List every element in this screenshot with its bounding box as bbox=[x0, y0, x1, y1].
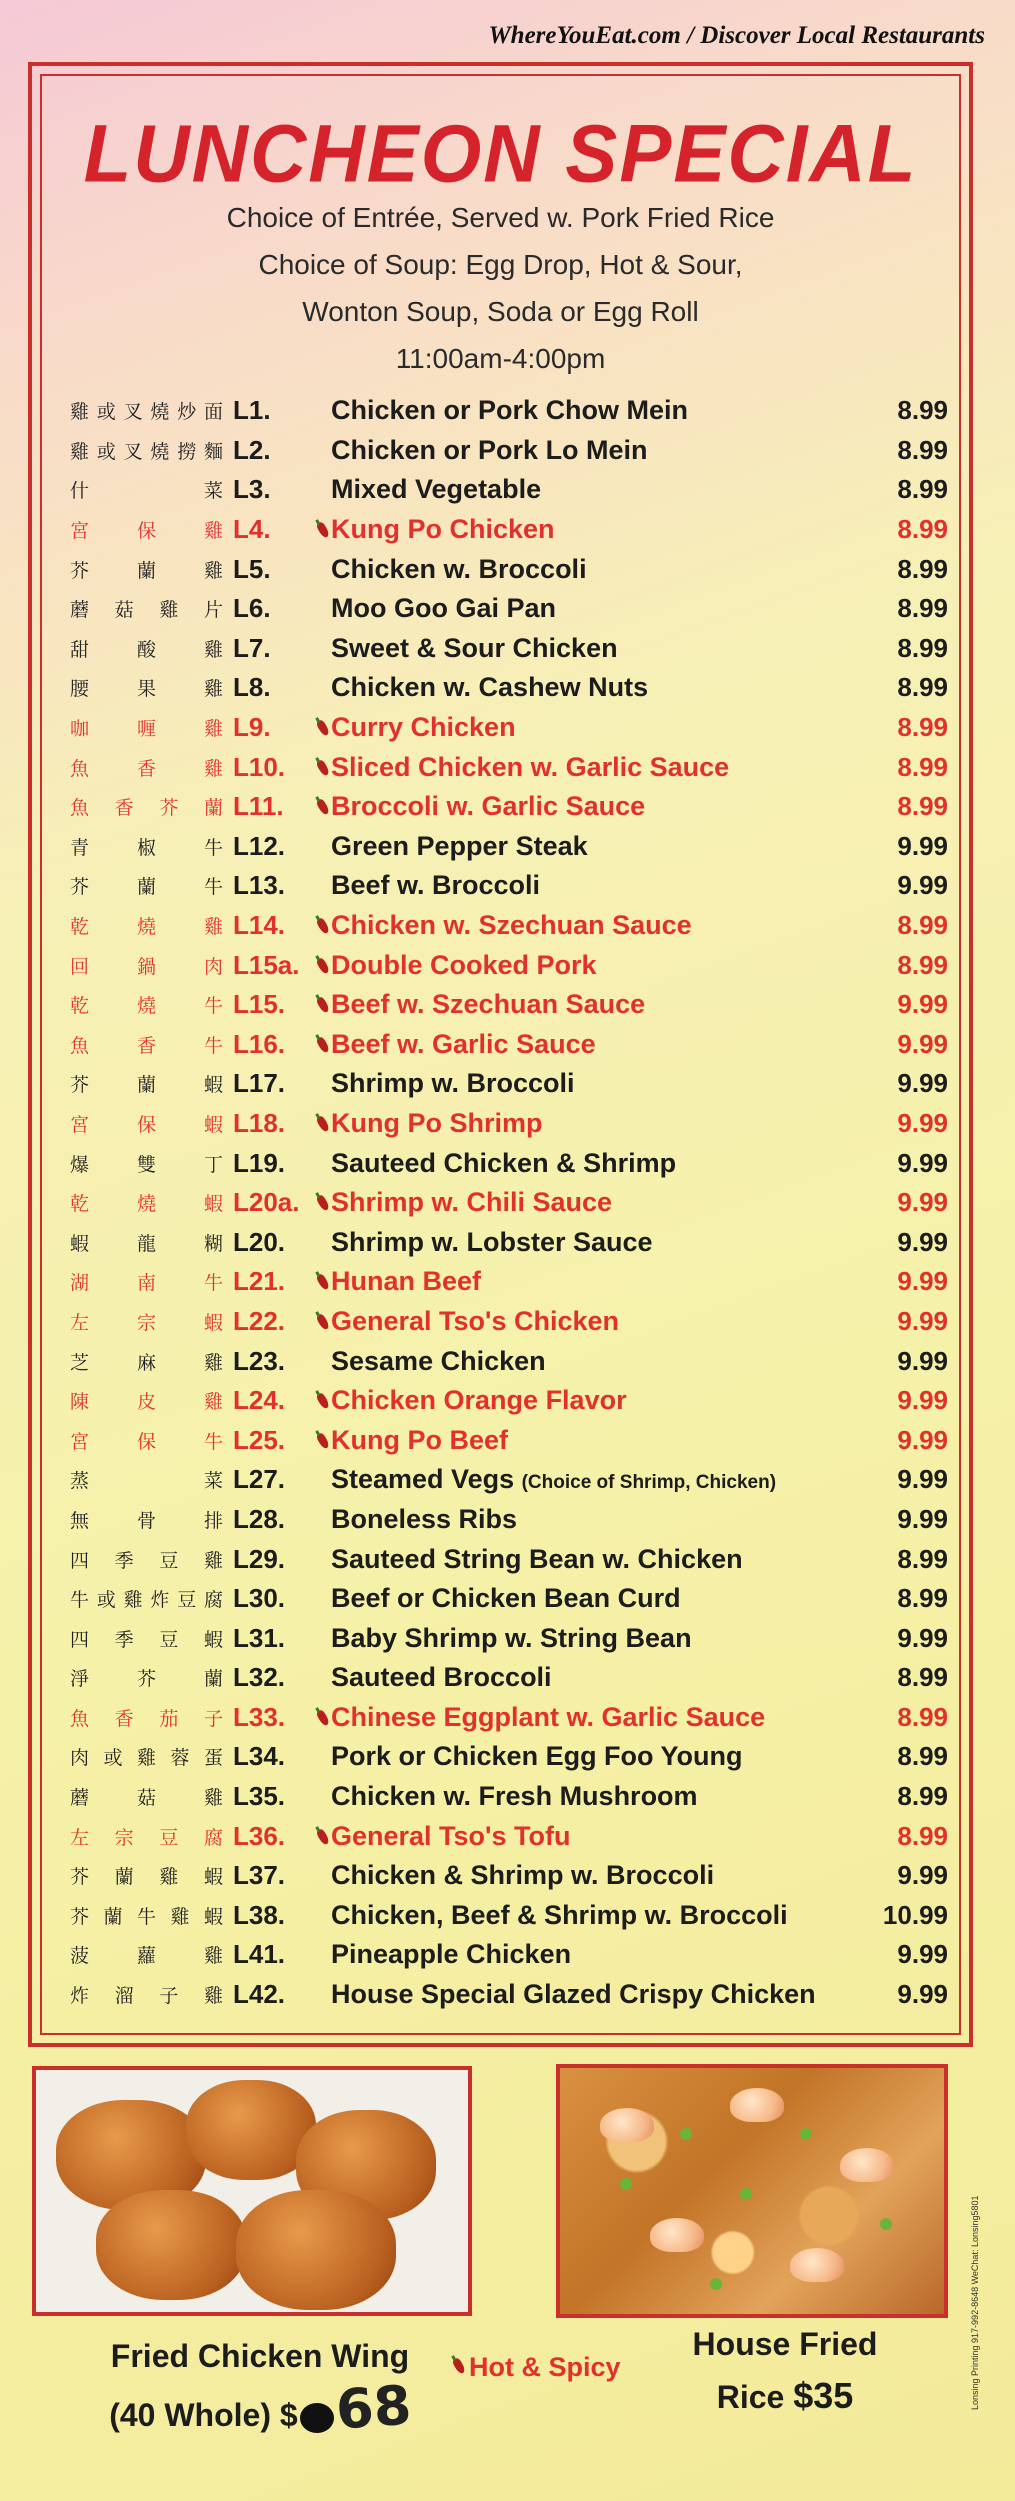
item-price: 9.99 bbox=[897, 1266, 948, 1297]
menu-item bbox=[48, 1816, 958, 1856]
item-price: 8.99 bbox=[897, 1543, 948, 1574]
item-name: Sesame Chicken bbox=[331, 1345, 546, 1376]
chinese-name: 青 椒 牛 bbox=[70, 836, 223, 859]
menu-item bbox=[48, 1896, 958, 1936]
item-price: 9.99 bbox=[897, 1068, 948, 1099]
menu-item bbox=[48, 1143, 958, 1183]
chinese-name: 左 宗 蝦 bbox=[70, 1311, 223, 1334]
fried-chicken-wing-caption: Fried Chicken Wing (40 Whole) $ 68 bbox=[109, 2338, 413, 2442]
item-price: 9.99 bbox=[897, 1305, 948, 1336]
chinese-name: 湖 南 牛 bbox=[70, 1272, 223, 1295]
item-name: Chicken or Pork Chow Mein bbox=[331, 395, 689, 426]
item-name: Beef w. Szechuan Sauce bbox=[331, 989, 646, 1020]
menu-item bbox=[48, 1935, 958, 1975]
item-price: 8.99 bbox=[897, 1781, 948, 1812]
item-price: 8.99 bbox=[897, 712, 948, 743]
item-name: Steamed Vegs (Choice of Shrimp, Chicken) bbox=[331, 1464, 777, 1495]
subtitle-line: Wonton Soup, Soda or Egg Roll bbox=[302, 296, 699, 327]
item-price: 10.99 bbox=[882, 1899, 948, 1930]
menu-subtitle bbox=[32, 194, 969, 382]
item-name: Broccoli w. Garlic Sauce bbox=[331, 791, 646, 822]
item-code: L1. bbox=[233, 395, 271, 426]
chili-pepper-icon bbox=[316, 1194, 331, 1212]
item-name: Sweet & Sour Chicken bbox=[331, 632, 618, 663]
menu-item bbox=[48, 589, 958, 629]
item-name: Green Pepper Steak bbox=[331, 830, 588, 861]
chinese-name: 肉 或 雞 蓉 蛋 bbox=[70, 1747, 223, 1770]
item-name: Boneless Ribs bbox=[331, 1503, 518, 1534]
item-price: 9.99 bbox=[897, 1424, 948, 1455]
chinese-name: 爆 雙 丁 bbox=[70, 1153, 223, 1176]
menu-item bbox=[48, 747, 958, 787]
item-price: 9.99 bbox=[897, 1503, 948, 1534]
chinese-name: 回 鍋 肉 bbox=[70, 955, 223, 978]
item-code: L22. bbox=[233, 1306, 331, 1337]
menu-item bbox=[48, 1777, 958, 1817]
item-price: 9.99 bbox=[897, 1187, 948, 1218]
menu-item bbox=[48, 1381, 958, 1421]
item-code: L2. bbox=[233, 434, 271, 465]
item-code: L5. bbox=[233, 553, 271, 584]
handwritten-price: 68 bbox=[333, 2373, 413, 2442]
item-price: 9.99 bbox=[897, 1107, 948, 1138]
item-name: Kung Po Chicken bbox=[331, 514, 555, 545]
item-price: 8.99 bbox=[897, 672, 948, 703]
menu-frame bbox=[28, 62, 973, 2047]
menu-item bbox=[48, 1262, 958, 1302]
chinese-name: 芝 麻 雞 bbox=[70, 1351, 223, 1374]
menu-item bbox=[48, 1064, 958, 1104]
item-code: L37. bbox=[233, 1860, 286, 1891]
menu-item bbox=[48, 510, 958, 550]
item-name: Sliced Chicken w. Garlic Sauce bbox=[331, 751, 730, 782]
item-price: 9.99 bbox=[897, 1622, 948, 1653]
chinese-name: 陳 皮 雞 bbox=[70, 1391, 223, 1414]
item-name: Sauteed Chicken & Shrimp bbox=[331, 1147, 677, 1178]
chinese-name: 魚 香 雞 bbox=[70, 757, 223, 780]
item-name: Mixed Vegetable bbox=[331, 474, 542, 505]
menu-item bbox=[48, 1975, 958, 2015]
item-price: 8.99 bbox=[897, 751, 948, 782]
chinese-name: 蝦 龍 糊 bbox=[70, 1232, 223, 1255]
chinese-name: 蘑 菇 雞 片 bbox=[70, 599, 223, 622]
menu-item bbox=[48, 708, 958, 748]
item-code: L28. bbox=[233, 1503, 286, 1534]
hot-spicy-legend: Hot & Spicy bbox=[455, 2352, 621, 2383]
item-code: L11. bbox=[233, 791, 331, 822]
item-code: L32. bbox=[233, 1662, 286, 1693]
item-name: Curry Chicken bbox=[331, 712, 516, 743]
chinese-name: 芥 蘭 蝦 bbox=[70, 1074, 223, 1097]
chinese-name: 腰 果 雞 bbox=[70, 678, 223, 701]
item-name: Kung Po Shrimp bbox=[331, 1107, 543, 1138]
item-code: L15a. bbox=[233, 950, 331, 981]
crossed-out-price bbox=[300, 2403, 334, 2433]
menu-item bbox=[48, 945, 958, 985]
chinese-name: 魚 香 芥 蘭 bbox=[70, 797, 223, 820]
item-code: L38. bbox=[233, 1899, 286, 1930]
item-price: 8.99 bbox=[897, 514, 948, 545]
item-price: 9.99 bbox=[897, 830, 948, 861]
chinese-name: 無 骨 排 bbox=[70, 1509, 223, 1532]
menu-item bbox=[48, 1698, 958, 1738]
chinese-name: 芥 蘭 雞 蝦 bbox=[70, 1866, 223, 1889]
menu-item bbox=[48, 1579, 958, 1619]
item-name: Double Cooked Pork bbox=[331, 949, 597, 980]
chinese-name: 菠 蘿 雞 bbox=[70, 1945, 223, 1968]
menu-item bbox=[48, 985, 958, 1025]
menu-item bbox=[48, 391, 958, 431]
chili-pepper-icon bbox=[316, 1036, 331, 1054]
chinese-name: 乾 燒 蝦 bbox=[70, 1193, 223, 1216]
chinese-name: 蘑 菇 雞 bbox=[70, 1787, 223, 1810]
item-name: Beef w. Garlic Sauce bbox=[331, 1028, 596, 1059]
chinese-name: 左 宗 豆 腐 bbox=[70, 1826, 223, 1849]
item-code: L19. bbox=[233, 1147, 286, 1178]
item-price: 8.99 bbox=[897, 1820, 948, 1851]
menu-item bbox=[48, 1104, 958, 1144]
menu-item bbox=[48, 1618, 958, 1658]
item-name: Chicken, Beef & Shrimp w. Broccoli bbox=[331, 1899, 788, 1930]
item-code: L8. bbox=[233, 672, 271, 703]
item-price: 8.99 bbox=[897, 632, 948, 663]
item-price: 8.99 bbox=[897, 1741, 948, 1772]
item-code: L3. bbox=[233, 474, 271, 505]
item-price: 9.99 bbox=[897, 870, 948, 901]
chili-pepper-icon bbox=[316, 1709, 331, 1727]
item-name: Chicken w. Fresh Mushroom bbox=[331, 1781, 698, 1812]
chinese-name: 蒸 菜 bbox=[70, 1470, 223, 1493]
chili-pepper-icon bbox=[316, 521, 331, 539]
item-code: L24. bbox=[233, 1385, 331, 1416]
item-code: L16. bbox=[233, 1029, 331, 1060]
item-name: Pineapple Chicken bbox=[331, 1939, 572, 1970]
fried-rice-photo bbox=[556, 2064, 948, 2318]
menu-item bbox=[48, 1302, 958, 1342]
item-price: 8.99 bbox=[897, 395, 948, 426]
chili-pepper-icon bbox=[316, 1432, 331, 1450]
menu-item bbox=[48, 470, 958, 510]
chili-pepper-icon bbox=[316, 957, 331, 975]
fried-chicken-photo bbox=[32, 2066, 472, 2316]
chinese-name: 芥 蘭 牛 雞 蝦 bbox=[70, 1905, 223, 1928]
subtitle-line: Choice of Soup: Egg Drop, Hot & Sour, bbox=[258, 249, 743, 280]
item-code: L34. bbox=[233, 1741, 286, 1772]
chili-pepper-icon bbox=[316, 1313, 331, 1331]
item-name: Chicken w. Broccoli bbox=[331, 553, 587, 584]
item-name: Chicken or Pork Lo Mein bbox=[331, 434, 648, 465]
chinese-name: 什 菜 bbox=[70, 480, 223, 503]
item-name: Chicken w. Szechuan Sauce bbox=[331, 910, 692, 941]
chinese-name: 甜 酸 雞 bbox=[70, 638, 223, 661]
item-price: 8.99 bbox=[897, 1701, 948, 1732]
item-code: L31. bbox=[233, 1622, 286, 1653]
item-code: L21. bbox=[233, 1266, 331, 1297]
chili-pepper-icon bbox=[316, 1828, 331, 1846]
chinese-name: 宮 保 牛 bbox=[70, 1430, 223, 1453]
item-price: 9.99 bbox=[897, 1226, 948, 1257]
chinese-name: 芥 蘭 雞 bbox=[70, 559, 223, 582]
chinese-name: 芥 蘭 牛 bbox=[70, 876, 223, 899]
item-price: 8.99 bbox=[897, 910, 948, 941]
item-name: Kung Po Beef bbox=[331, 1424, 509, 1455]
hours-line: 11:00am-4:00pm bbox=[395, 343, 606, 374]
item-price: 9.99 bbox=[897, 1860, 948, 1891]
item-name: Chicken & Shrimp w. Broccoli bbox=[331, 1860, 715, 1891]
item-code: L7. bbox=[233, 632, 271, 663]
item-code: L23. bbox=[233, 1345, 286, 1376]
item-price: 8.99 bbox=[897, 949, 948, 980]
menu-item bbox=[48, 1420, 958, 1460]
chinese-name: 淨 芥 蘭 bbox=[70, 1668, 223, 1691]
chinese-name: 乾 燒 雞 bbox=[70, 916, 223, 939]
item-name: Shrimp w. Broccoli bbox=[331, 1068, 575, 1099]
chinese-name: 魚 香 牛 bbox=[70, 1034, 223, 1057]
item-code: L4. bbox=[233, 514, 331, 545]
item-code: L20. bbox=[233, 1226, 286, 1257]
item-price: 8.99 bbox=[897, 1662, 948, 1693]
menu-item bbox=[48, 1500, 958, 1540]
chinese-name: 牛 或 雞 炸 豆 腐 bbox=[70, 1589, 223, 1612]
chili-pepper-icon bbox=[316, 996, 331, 1014]
item-name: Chicken w. Cashew Nuts bbox=[331, 672, 649, 703]
item-price: 8.99 bbox=[897, 434, 948, 465]
menu-item bbox=[48, 431, 958, 471]
item-price: 9.99 bbox=[897, 1028, 948, 1059]
item-code: L20a. bbox=[233, 1187, 331, 1218]
item-price: 8.99 bbox=[897, 1583, 948, 1614]
item-code: L30. bbox=[233, 1583, 286, 1614]
house-fried-rice-caption: House Fried Rice $35 bbox=[692, 2326, 878, 2416]
chili-pepper-icon bbox=[316, 1273, 331, 1291]
menu-item bbox=[48, 827, 958, 867]
chinese-name: 炸 溜 子 雞 bbox=[70, 1985, 223, 2008]
item-price: 9.99 bbox=[897, 1385, 948, 1416]
menu-item bbox=[48, 1222, 958, 1262]
chili-pepper-icon bbox=[316, 917, 331, 935]
chinese-name: 雞 或 叉 燒 撈 麵 bbox=[70, 440, 223, 463]
item-name: Pork or Chicken Egg Foo Young bbox=[331, 1741, 743, 1772]
item-price: 9.99 bbox=[897, 1464, 948, 1495]
menu-item bbox=[48, 1856, 958, 1896]
item-price: 9.99 bbox=[897, 1979, 948, 2010]
item-name: Chicken Orange Flavor bbox=[331, 1385, 627, 1416]
menu-item bbox=[48, 1025, 958, 1065]
item-code: L9. bbox=[233, 712, 331, 743]
menu-item bbox=[48, 629, 958, 669]
item-code: L17. bbox=[233, 1068, 286, 1099]
item-price: 8.99 bbox=[897, 553, 948, 584]
item-code: L35. bbox=[233, 1781, 286, 1812]
chinese-name: 宮 保 雞 bbox=[70, 520, 223, 543]
menu-item bbox=[48, 787, 958, 827]
item-name: Hunan Beef bbox=[331, 1266, 482, 1297]
chinese-name: 咖 喱 雞 bbox=[70, 718, 223, 741]
item-code: L10. bbox=[233, 752, 331, 783]
chili-pepper-icon bbox=[316, 719, 331, 737]
item-code: L14. bbox=[233, 910, 331, 941]
menu-item bbox=[48, 1183, 958, 1223]
menu-item bbox=[48, 549, 958, 589]
chili-pepper-icon bbox=[316, 798, 331, 816]
item-code: L33. bbox=[233, 1702, 331, 1733]
item-name: General Tso's Chicken bbox=[331, 1305, 620, 1336]
menu-item bbox=[48, 906, 958, 946]
item-name: Moo Goo Gai Pan bbox=[331, 593, 557, 624]
item-code: L25. bbox=[233, 1425, 331, 1456]
item-name: Chinese Eggplant w. Garlic Sauce bbox=[331, 1701, 766, 1732]
chinese-name: 宮 保 蝦 bbox=[70, 1113, 223, 1136]
item-name: Shrimp w. Lobster Sauce bbox=[331, 1226, 653, 1257]
item-price: 8.99 bbox=[897, 593, 948, 624]
menu-item bbox=[48, 1460, 958, 1500]
menu-list bbox=[48, 391, 958, 2014]
item-price: 9.99 bbox=[897, 1147, 948, 1178]
item-name: Shrimp w. Chili Sauce bbox=[331, 1187, 613, 1218]
chinese-name: 魚 香 茄 子 bbox=[70, 1707, 223, 1730]
item-name: Sauteed Broccoli bbox=[331, 1662, 552, 1693]
printer-credit: Lonsing Printing 917-992-8648 WeChat: Lonsing5801 bbox=[970, 2195, 980, 2410]
chili-pepper-icon bbox=[316, 1115, 331, 1133]
chili-pepper-icon bbox=[316, 759, 331, 777]
item-code: L18. bbox=[233, 1108, 331, 1139]
item-code: L12. bbox=[233, 830, 286, 861]
item-note: (Choice of Shrimp, Chicken) bbox=[521, 1472, 777, 1494]
chili-pepper-icon bbox=[316, 1392, 331, 1410]
menu-item bbox=[48, 1737, 958, 1777]
chinese-name: 四 季 豆 蝦 bbox=[70, 1628, 223, 1651]
item-code: L29. bbox=[233, 1543, 286, 1574]
chinese-name: 乾 燒 牛 bbox=[70, 995, 223, 1018]
item-code: L13. bbox=[233, 870, 286, 901]
item-code: L27. bbox=[233, 1464, 286, 1495]
item-name: Beef or Chicken Bean Curd bbox=[331, 1583, 681, 1614]
site-credit: WhereYouEat.com / Discover Local Restaurants bbox=[488, 22, 985, 49]
chinese-name: 雞 或 叉 燒 炒 面 bbox=[70, 401, 223, 424]
menu-item bbox=[48, 1341, 958, 1381]
menu-item bbox=[48, 1539, 958, 1579]
chinese-name: 四 季 豆 雞 bbox=[70, 1549, 223, 1572]
item-name: Baby Shrimp w. String Bean bbox=[331, 1622, 692, 1653]
item-code: L41. bbox=[233, 1939, 286, 1970]
menu-title: LUNCHEON SPECIAL bbox=[83, 106, 918, 200]
item-name: Beef w. Broccoli bbox=[331, 870, 541, 901]
item-name: House Special Glazed Crispy Chicken bbox=[331, 1979, 816, 2010]
item-code: L36. bbox=[233, 1821, 331, 1852]
item-price: 8.99 bbox=[897, 474, 948, 505]
menu-item bbox=[48, 668, 958, 708]
item-price: 9.99 bbox=[897, 1939, 948, 1970]
item-name: General Tso's Tofu bbox=[331, 1820, 571, 1851]
subtitle-line: Choice of Entrée, Served w. Pork Fried Rice bbox=[226, 202, 775, 233]
item-code: L6. bbox=[233, 593, 271, 624]
item-code: L42. bbox=[233, 1979, 286, 2010]
item-name: Sauteed String Bean w. Chicken bbox=[331, 1543, 743, 1574]
item-price: 9.99 bbox=[897, 989, 948, 1020]
menu-item bbox=[48, 866, 958, 906]
item-code: L15. bbox=[233, 989, 331, 1020]
item-price: 8.99 bbox=[897, 791, 948, 822]
menu-item bbox=[48, 1658, 958, 1698]
item-price: 9.99 bbox=[897, 1345, 948, 1376]
